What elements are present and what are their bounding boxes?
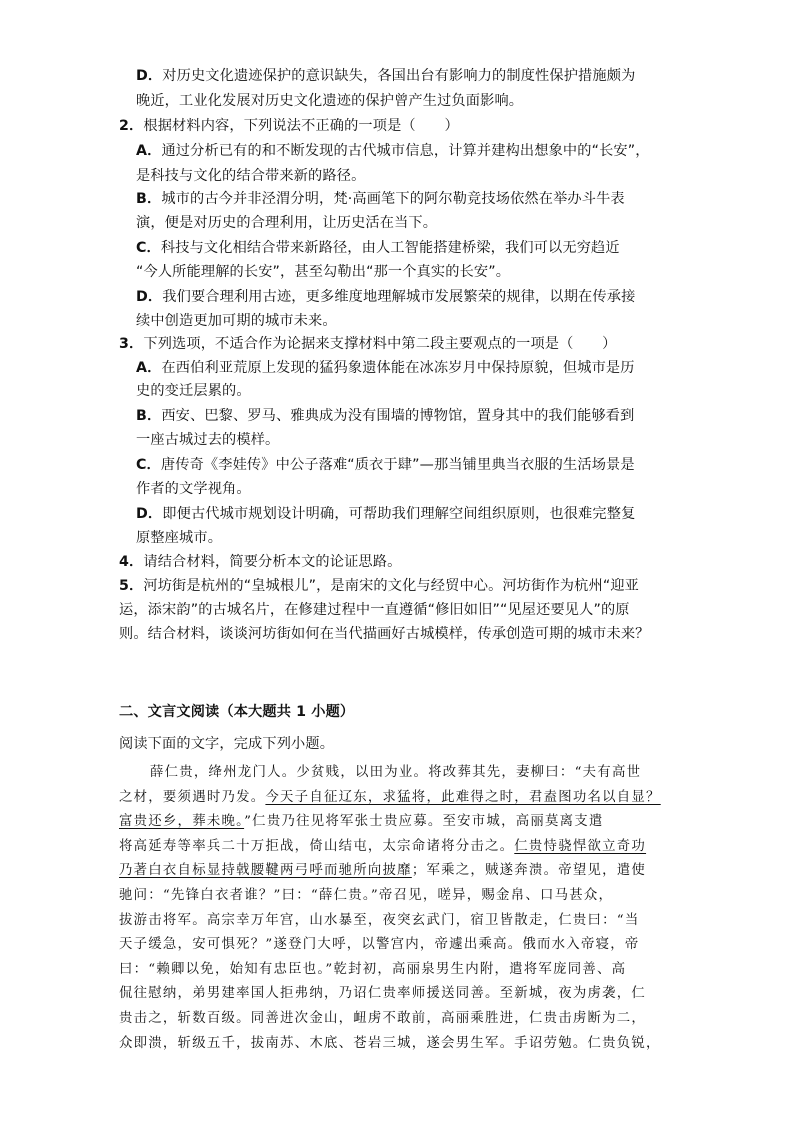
question-line [136,141,650,161]
passage-text: 拔游击将军。高宗幸万年宫，山水暴至，夜突玄武门，宿卫皆散走，仁贵曰：“当 [119,913,640,928]
passage-text: 天子缓急，安可惧死？”遂登门大呼，以警宫内，帝遽出乘高。俄而水入帝寝，帝 [119,937,640,952]
passage-line [119,960,626,980]
item-text: 作者的文学视角。 [136,481,251,497]
question-line-continued [136,381,251,401]
question-line [136,406,634,426]
item-text: 晚近，工业化发展对历史文化遗迹的保护曾产生过负面影响。 [136,93,524,109]
passage-text: 侃往慰纳，弟男建率国人拒弗纳，乃诏仁贵率师援送同善。至新城，夜为虏袭，仁 [119,986,647,1001]
question-line-continued [136,213,437,233]
item-text: 一座古城过去的模样。 [136,432,280,448]
passage-line [119,812,604,832]
item-text: 唐传奇《李娃传》中公子落难“质衣于肆”—那当铺里典当衣服的生活场景是 [160,457,635,473]
question-line-continued [136,91,523,111]
passage-text: 之材，要须遇时乃发。 [119,790,266,805]
item-label: 5． [119,578,144,594]
passage-text: ；军乘之，贼遂奔溃。帝望见，遣使 [411,863,647,878]
item-text: 根据材料内容，下列说法不正确的一项是（ ） [143,118,459,134]
item-text: 原整座城市。 [136,530,223,546]
passage-line [119,837,646,857]
passage-text: 曰：“赖卿以免，始知有忠臣也。”乾封初，高丽泉男生内附，遣将军庞同善、高 [119,962,627,977]
question-line [136,189,625,209]
item-text: 运，添宋韵”的古城名片，在修建过程中一直遵循“修旧如旧”“见屋还要见人”的原 [119,602,630,618]
question-line [119,552,401,572]
question-line [119,576,639,596]
item-text: 史的变迁层累的。 [136,383,251,399]
question-line [136,287,635,307]
question-line-continued [119,600,630,620]
question-line-continued [136,262,510,282]
passage-line [119,935,640,955]
passage-text: ”仁贵乃往见将军张士贵应募。至安市城，高丽莫离支遣 [244,814,604,829]
item-text: 对历史文化遗迹保护的意识缺失，各国出台有影响力的制度性保护措施颇为 [162,68,636,84]
passage-line [119,886,613,906]
item-label: D． [136,289,163,305]
question-line [136,66,635,86]
question-line [119,116,459,136]
question-line-continued [136,528,222,548]
item-label: A． [136,143,162,159]
question-line [136,358,635,378]
item-text: 西安、巴黎、罗马、雅典成为没有围墙的博物馆，置身其中的我们能够看到 [161,408,635,424]
item-label: B． [136,408,162,424]
item-text: 续中创造更加可期的城市未来。 [136,313,337,329]
section-title: 二、文言文阅读（本大题共 1 小题） [119,704,355,720]
question-line-continued [136,166,365,186]
item-label: C． [136,457,161,473]
passage-text: 将高延寿等率兵二十万拒战，倚山结屯，太宗命诸将分击之。 [119,839,515,854]
passage-line [119,984,646,1004]
question-line-continued [136,311,337,331]
passage-text: 众即溃，斩级五千，拔南苏、木底、苍岩三城，遂会男生军。手诏劳勉。仁贵负锐， [119,1036,661,1051]
passage-line [119,911,640,931]
passage-text: 驰问：“先锋白衣者谁？”曰：“薛仁贵。”帝召见，嗟异，赐金帛、口马甚众， [119,888,614,903]
item-text: 下列选项，不适合作为论据来支撑材料中第二段主要观点的一项是（ ） [143,336,617,352]
question-line-continued [136,479,251,499]
underlined-passage-text: 仁贵恃骁悍欲立奇功 [514,839,647,854]
section-instruction: 阅读下面的文字，完成下列小题。 [119,736,335,752]
item-text: 则。结合材料，谈谈河坊街如何在当代描画好古城模样，传承创造可期的城市未来？ [119,626,650,642]
item-label: 2． [119,118,144,134]
passage-line [119,1009,646,1029]
item-text: 我们要合理利用古迹，更多维度地理解城市发展繁荣的规律，以期在传承接 [162,289,636,305]
item-text: 科技与文化相结合带来新路径，由人工智能搭建桥梁，我们可以无穷趋近 [160,240,620,256]
passage-text: 薛仁贵，绛州龙门人。少贫贱，以田为业。将改葬其先，妻柳曰：“夫有高世 [150,765,642,780]
question-line-continued [119,624,650,644]
item-text: “今人所能理解的长安”，甚至勾勒出“那一个真实的长安”。 [136,264,511,280]
question-line [136,504,635,524]
passage-line [150,763,641,783]
passage-line [119,1034,661,1054]
item-label: B． [136,191,162,207]
item-text: 通过分析已有的和不断发现的古代城市信息，计算并建构出想象中的“长安”， [161,143,650,159]
question-line [136,455,635,475]
passage-line [119,788,661,808]
item-text: 河坊街是杭州的“皇城根儿”，是南宋的文化与经贸中心。河坊街作为杭州“迎亚 [143,578,639,594]
question-line [136,238,620,258]
underlined-passage-text: 乃著白衣自标显持戟腰鞬两弓呼而驰所向披靡 [119,863,412,878]
item-text: 请结合材料，简要分析本文的论证思路。 [143,554,402,570]
passage-text: 贵击之，斩数百级。同善进次金山，衄虏不敢前，高丽乘胜进，仁贵击虏断为二， [119,1011,647,1026]
item-text: 城市的古今并非泾渭分明，梵·高画笔下的阿尔勒竞技场依然在举办斗牛表 [161,191,625,207]
question-line [119,334,617,354]
underlined-passage-text: 富贵还乡，葬未晚。 [119,814,245,829]
item-label: D． [136,68,163,84]
item-text: 即便古代城市规划设计明确，可帮助我们理解空间组织原则，也很难完整复 [162,506,636,522]
item-label: 3． [119,336,144,352]
item-text: 演，便是对历史的合理利用，让历史活在当下。 [136,215,438,231]
item-label: D． [136,506,163,522]
item-label: A． [136,360,162,376]
question-line-continued [136,430,279,450]
passage-line [119,861,646,881]
item-label: C． [136,240,161,256]
item-text: 在西伯利亚荒原上发现的猛犸象遗体能在冰冻岁月中保持原貌，但城市是历 [161,360,635,376]
item-text: 是科技与文化的结合带来新的路径。 [136,168,366,184]
underlined-passage-text: 今天子自征辽东，求猛将，此难得之时，君盍图功名以自显？ [265,790,661,805]
item-label: 4． [119,554,144,570]
